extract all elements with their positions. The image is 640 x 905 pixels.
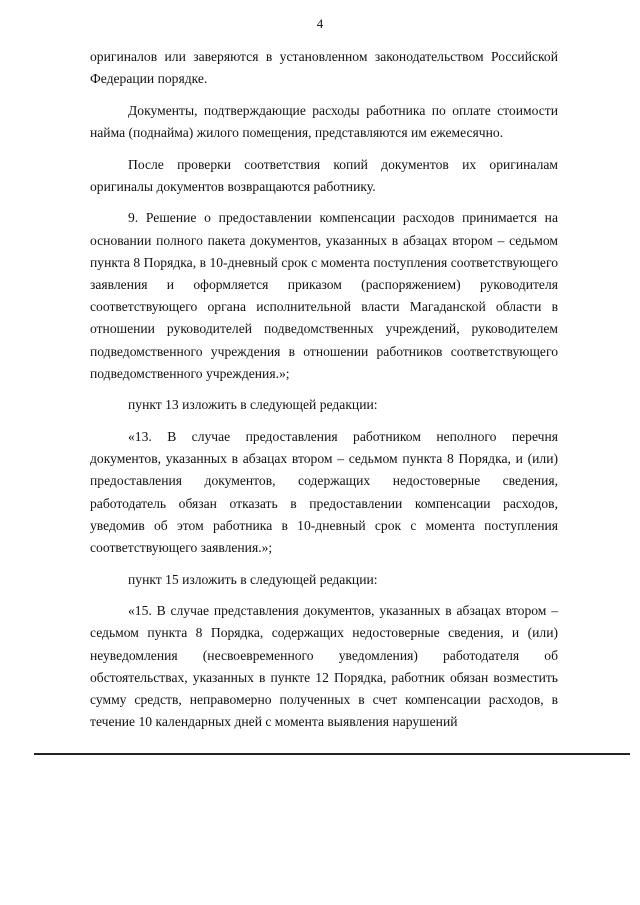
page-number: 4 [316,16,324,31]
footer-divider [34,753,630,755]
paragraph-amend-item-15: пункт 15 изложить в следующей редакции: [128,571,378,587]
paragraph-item-13: «13. В случае предоставления работником неполного перечня документов, указанных в абзацах втором – седьмом пункта 8 Порядка, и (или) предоставления документов, содержащих недостоверные сведения, работодатель обязан отказать в предоставлении компенсации расходов, уведомив об этом работника в 10-дневный срок с момента поступления соответствующего заявления.»; [90,429,558,556]
paragraph-continuation: оригиналов или заверяются в установленном законодательством Российской Федерации порядке. [90,49,558,87]
paragraph-documents-expenses: Документы, подтверждающие расходы работника по оплате стоимости найма (поднайма) жилого помещения, представляются им ежемесячно. [90,102,558,140]
paragraph-item-9: 9. Решение о предоставлении компенсации расходов принимается на основании полного пакета документов, указанных в абзацах втором – седьмом пункта 8 Порядка, в 10-дневный срок с момента поступления соответствующего заявления и оформляется приказом (распоряжением) руководителя соответствующего органа исполнительной власти Магаданской области в отношении руководителей подведомственных учреждений, руководителем подведомственного учреждения в отношении работников соответствующего подведомственного учреждения.»; [90,210,558,381]
paragraph-documents-return: После проверки соответствия копий документов их оригиналам оригиналы документов возвращаются работнику. [90,156,558,194]
paragraph-item-15: «15. В случае представления документов, указанных в абзацах втором – седьмом пункта 8 Порядка, содержащих недостоверные сведения, и (или) неуведомления (несвоевременного уведомления) работодателя об обстоятельствах, указанных в пункте 12 Порядка, работник обязан возместить сумму средств, неправомерно полученных в счет компенсации расходов, в течение 10 календарных дней с момента выявления нарушений [90,603,558,730]
paragraph-amend-item-13: пункт 13 изложить в следующей редакции: [128,397,378,413]
document-body [90,46,558,733]
